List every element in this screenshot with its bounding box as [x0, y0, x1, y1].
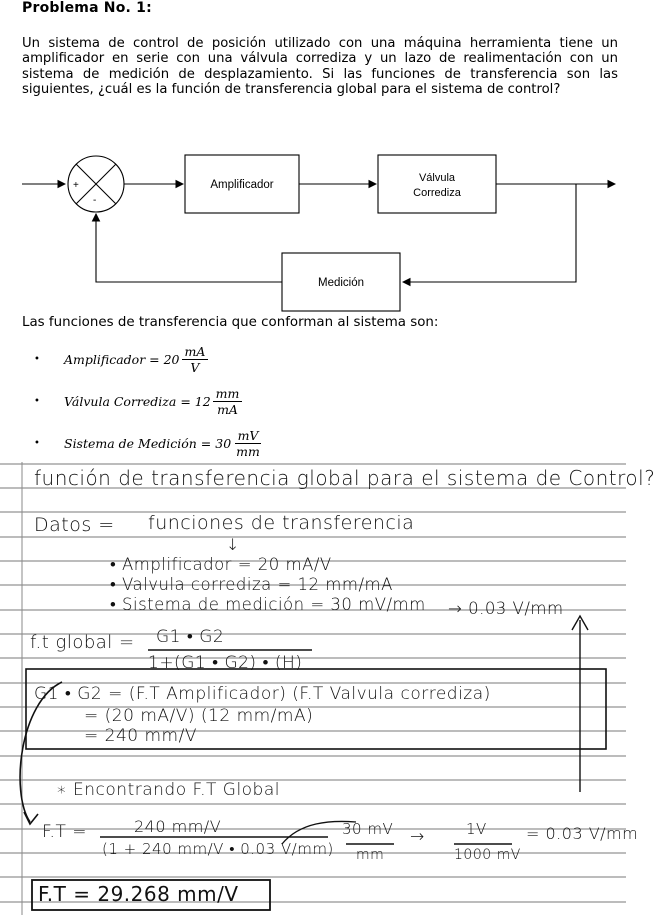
tf-measurement-unit: [233, 428, 263, 459]
hw-g1g2-line2: = (20 mA/V) (12 mm/mA): [84, 706, 314, 726]
hw-ft-global-num: G1 • G2: [156, 627, 225, 647]
hw-datos: Datos =: [34, 514, 115, 536]
hw-encontrando: ∗ Encontrando F.T Global: [56, 780, 280, 800]
valve-label-line2: Corrediza: [413, 187, 461, 199]
hw-ft-num: 240 mm/V: [134, 817, 222, 836]
hw-question: función de transferencia global para el sistema de Control?: [34, 466, 655, 490]
hw-conv-a-num: 30 mV: [342, 820, 394, 838]
hw-g1g2-line3: = 240 mm/V: [84, 726, 197, 746]
list-bullet: •: [34, 395, 40, 407]
tf-amplifier-unit: [182, 344, 209, 375]
tf-valve-unit-num: mm: [213, 386, 243, 402]
tf-valve-unit: [213, 386, 243, 417]
tf-measurement: [34, 422, 263, 464]
hw-valve: • Valvula corrediza = 12 mm/mA: [110, 575, 393, 594]
tf-measurement-unit-den: mm: [236, 443, 260, 459]
feedback-line-left: [96, 214, 282, 282]
tf-amplifier: [34, 338, 263, 380]
hw-conv-b-den: 1000 mV: [454, 847, 521, 863]
hw-arrow-down: ↓: [226, 535, 240, 554]
sum-minus-sign: -: [93, 195, 97, 206]
hw-funciones: funciones de transferencia: [148, 512, 415, 534]
hw-ft-global-label: f.t global =: [30, 632, 135, 653]
hw-conv-arrow: →: [410, 827, 425, 847]
tf-valve-label: Válvula Corrediza = 12: [64, 393, 211, 409]
list-bullet: •: [34, 437, 40, 449]
tf-valve: [34, 380, 263, 422]
transfer-function-list: [34, 338, 263, 464]
problem-statement: Un sistema de control de posición utilizado con una máquina herramienta tiene un amplificador en serie con una válvula corrediza y un lazo de realimentación con un sistema de medición de desplazamiento. Si las funciones de transferencia son las siguientes, ¿cuál es la función de transferencia global para el sistema de control?: [22, 36, 618, 97]
hw-conv-a-den: mm: [356, 847, 385, 863]
handwritten-notebook: [0, 462, 655, 915]
hw-g1g2-line1: G1 • G2 = (F.T Amplificador) (F.T Valvula corrediza): [34, 684, 491, 704]
block-diagram: [0, 148, 626, 298]
tf-valve-unit-den: mA: [217, 401, 238, 417]
hw-ft-global-den: 1+(G1 • G2) • (H): [148, 653, 303, 673]
valve-label-line1: Válvula: [418, 172, 456, 184]
amplifier-label: Amplificador: [210, 179, 274, 191]
hw-conv-result: = 0.03 V/mm: [526, 824, 639, 843]
tf-measurement-label: Sistema de Medición = 30: [64, 435, 232, 451]
hw-medicion-conv: → 0.03 V/mm: [448, 599, 564, 618]
tf-amplifier-unit-num: mA: [182, 344, 209, 360]
valve-block: [378, 155, 496, 213]
transfer-functions-intro: Las funciones de transferencia que conforman al sistema son:: [22, 315, 439, 330]
tf-amplifier-unit-den: V: [190, 359, 200, 375]
measurement-label: Medición: [317, 277, 365, 289]
tf-measurement-unit-num: mV: [235, 428, 262, 444]
hw-conv-b-num: 1V: [466, 820, 487, 838]
list-bullet: •: [34, 353, 40, 365]
sum-plus-sign: +: [73, 180, 79, 191]
hw-final-answer: F.T = 29.268 mm/V: [38, 882, 239, 906]
hw-ft-den: (1 + 240 mm/V • 0.03 V/mm): [102, 840, 334, 858]
problem-title: Problema No. 1:: [22, 0, 152, 16]
hw-medicion: • Sistema de medición = 30 mV/mm: [110, 595, 426, 614]
tf-amplifier-label: Amplificador = 20: [64, 351, 180, 367]
hw-amp: • Amplificador = 20 mA/V: [110, 555, 332, 574]
hw-ft-label: F.T =: [42, 822, 87, 842]
